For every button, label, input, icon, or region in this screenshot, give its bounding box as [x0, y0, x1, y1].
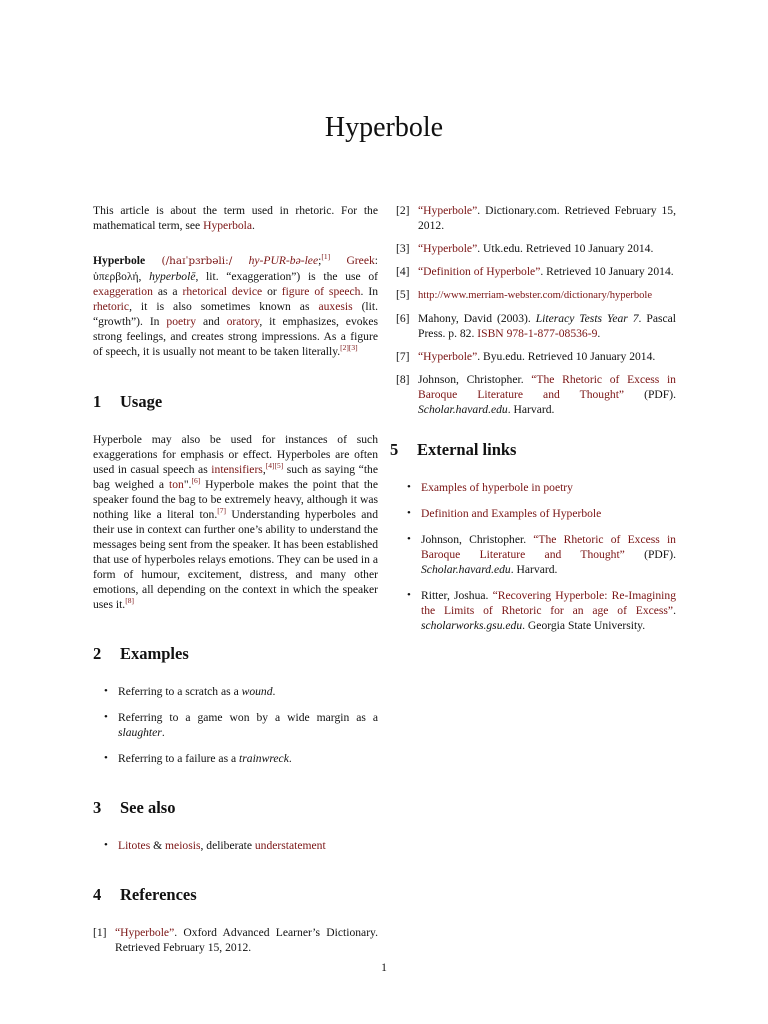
link-intensifiers[interactable]: intensifiers — [211, 463, 263, 476]
lead-term: Hyperbole — [93, 254, 146, 267]
cite-6[interactable]: [6] — [191, 476, 201, 486]
references-list-left — [93, 925, 378, 955]
ref-url-link[interactable]: http://www.merriam-webster.com/dictionary/hyperbole — [418, 290, 653, 301]
bullet-icon: • — [104, 752, 108, 764]
ref-link[interactable]: “Definition of Hyperbole” — [418, 265, 541, 278]
reference-item: [5] http://www.merriam-webster.com/dictionary/hyperbole — [396, 288, 653, 301]
link-recovering-hyperbole[interactable]: “Recovering Hyperbole: Re-Imagining the Limits of Rhetoric for an age of Excess” — [421, 589, 676, 617]
bullet-icon: • — [407, 507, 411, 519]
right-column — [390, 203, 676, 644]
cite-4-5[interactable]: [4][5] — [265, 461, 284, 471]
left-column — [93, 203, 378, 963]
isbn-link[interactable]: ISBN 978-1-877-08536-9 — [477, 327, 598, 340]
heading-usage: 1 Usage — [93, 392, 163, 411]
link-exaggeration[interactable]: exaggeration — [93, 285, 153, 298]
link-examples-of-hyperbole[interactable]: Examples of hyperbole in poetry — [421, 481, 573, 494]
list-item: • Referring to a failure as a trainwreck. — [104, 752, 292, 765]
bullet-icon: • — [407, 589, 411, 601]
reference-item: [6] Mahony, David (2003). Literacy Tests Year 7. Pascal Press. p. 82. ISBN 978-1-877-08536-9. — [396, 312, 676, 340]
link-rhetorical-device[interactable]: rhetorical device — [182, 285, 263, 298]
hatnote-text: This article is about the term used in rhetoric. For the mathematical term, see — [93, 204, 378, 232]
heading-external-links: 5 External links — [390, 440, 517, 459]
link-understatement[interactable]: understatement — [254, 839, 326, 852]
list-item — [396, 480, 676, 495]
heading-see-also: 3 See also — [93, 798, 176, 817]
external-links-list — [396, 480, 676, 633]
link-ipa[interactable]: (/haɪˈpɜrbəli:/ — [161, 255, 233, 267]
bullet-icon: • — [407, 533, 411, 545]
see-also-list — [93, 838, 378, 853]
heading-references: 4 References — [93, 885, 197, 904]
reference-item: [7] “Hyperbole”. Byu.edu. Retrieved 10 January 2014. — [396, 350, 656, 363]
page-number: 1 — [381, 961, 387, 974]
link-respelling[interactable]: hy-PUR-bə-lee — [248, 254, 319, 267]
bullet-icon: • — [104, 839, 108, 851]
cite-2-3[interactable]: [2][3] — [340, 343, 358, 353]
ref-link[interactable]: “The Rhetoric of Excess in Baroque Literature and Thought” — [418, 373, 676, 401]
list-item — [396, 506, 676, 521]
bullet-icon: • — [407, 481, 411, 493]
reference-item: [1] “Hyperbole”. Oxford Advanced Learner’s Dictionary. Retrieved February 15, 2012. — [93, 926, 378, 954]
references-list-right — [396, 203, 676, 417]
reference-item: [8] Johnson, Christopher. “The Rhetoric of Excess in Baroque Literature and Thought” (PDF). Scholar.havard.edu. Harvard. — [396, 373, 676, 416]
page-title: Hyperbole — [324, 112, 444, 143]
reference-item: [3] “Hyperbole”. Utk.edu. Retrieved 10 January 2014. — [396, 242, 654, 255]
list-item: • Referring to a scratch as a wound. — [104, 685, 276, 698]
link-rhetoric[interactable]: rhetoric — [93, 300, 130, 313]
cite-7[interactable]: [7] — [217, 506, 226, 516]
heading-examples: 2 Examples — [93, 644, 189, 663]
link-figure-of-speech[interactable]: figure of speech — [281, 285, 361, 298]
link-poetry[interactable]: poetry — [166, 315, 197, 328]
list-item: • Referring to a game won by a wide margin as a slaughter. — [104, 711, 378, 739]
link-rhetoric-of-excess[interactable]: “The Rhetoric of Excess in Baroque Literature and Thought” — [421, 533, 676, 561]
ref-link[interactable]: “Hyperbole” — [418, 350, 478, 363]
ref-link[interactable]: “Hyperbole” — [115, 926, 175, 939]
reference-item: [4] “Definition of Hyperbole”. Retrieved 10 January 2014. — [396, 265, 674, 278]
link-meiosis[interactable]: meiosis — [165, 839, 201, 852]
reference-item: [2] “Hyperbole”. Dictionary.com. Retrieved February 15, 2012. — [396, 204, 676, 232]
cite-8[interactable]: [8] — [125, 596, 134, 606]
cite-1[interactable]: [1] — [321, 252, 331, 262]
link-auxesis[interactable]: auxesis — [318, 300, 353, 313]
link-hyperbola[interactable]: Hyperbola — [203, 219, 253, 232]
lead-paragraph: Hyperbole (/haɪˈpɜrbəli:/ hy-PUR-bə-lee;[1] Greek: ὑπερβολή, hyperbolē, lit. “exaggeration”) is the use of exaggeration as a rhetorical device or figure of speech. In rhetoric, it is also sometimes known as auxesis (lit. “growth”). In poetry and oratory, it emphasizes, evokes strong feelings, and creates strong impressions. As a figure of speech, it is usually not meant to be taken literally.[2][3] — [93, 252, 378, 358]
list-item: • Ritter, Joshua. “Recovering Hyperbole: Re-Imagining the Limits of Rhetoric for an age of Excess”. scholarworks.gsu.edu. Georgia State University. — [407, 589, 676, 632]
link-greek[interactable]: Greek — [346, 254, 375, 267]
link-litotes[interactable]: Litotes — [118, 839, 151, 852]
ref-link[interactable]: “Hyperbole” — [418, 204, 478, 217]
list-item: • Johnson, Christopher. “The Rhetoric of Excess in Baroque Literature and Thought” (PDF). Scholar.havard.edu. Harvard. — [407, 533, 676, 576]
examples-list — [93, 684, 378, 766]
link-oratory[interactable]: oratory — [226, 315, 260, 328]
hatnote: This article is about the term used in rhetoric. For the mathematical term, see Hyperbola. — [93, 204, 378, 232]
link-definition-and-examples[interactable]: Definition and Examples of Hyperbole — [421, 507, 602, 520]
ref-link[interactable]: “Hyperbole” — [418, 242, 478, 255]
list-item: • Litotes & meiosis, deliberate understatement — [104, 839, 326, 852]
usage-paragraph: Hyperbole may also be used for instances of such exaggerations for emphasis or effect. Hyperboles are often used in casual speech as intensifiers,[4][5] such as saying “the bag weighed a ton".[6] Hyperbole makes the point that the speaker found the bag to be extremely heavy, although it was nothing like a literal ton.[7] Understanding hyperboles and their use in context can further one’s ability to understand the messages being sent from the speaker. It has been established that use of hyperboles relays emotions. They can be used in a form of humour, excitement, distress, and many other emotions, all depending on the context in which the speaker uses it.[8] — [93, 433, 378, 611]
bullet-icon: • — [104, 711, 108, 723]
link-ton[interactable]: ton — [169, 478, 184, 491]
bullet-icon: • — [104, 685, 108, 697]
